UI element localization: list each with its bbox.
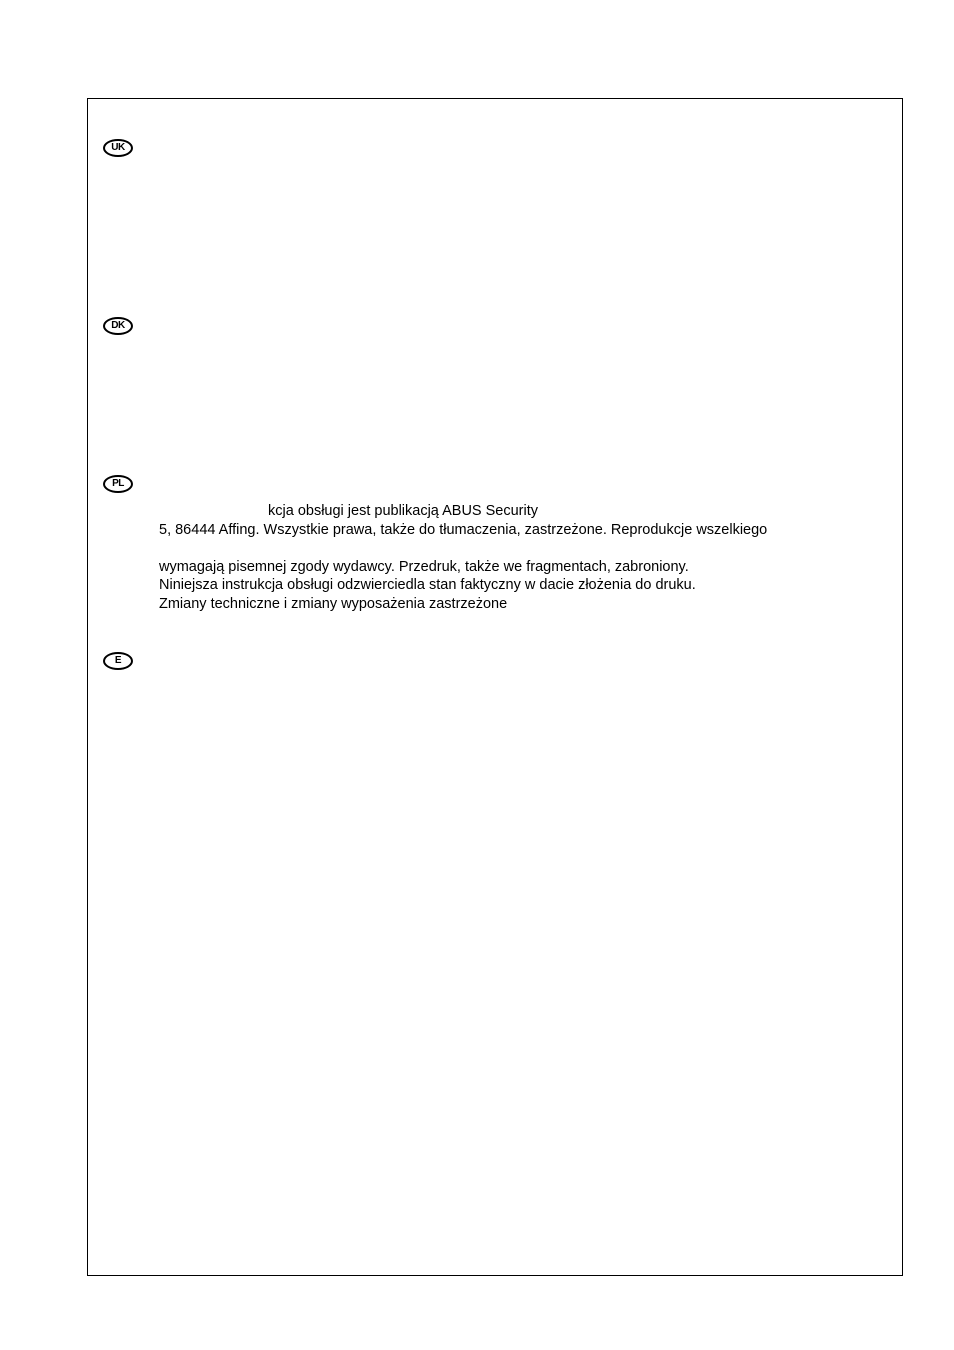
language-badge-pl — [103, 475, 133, 493]
language-badge-pl-label: PL — [112, 478, 124, 489]
language-badge-dk-label: DK — [111, 320, 125, 331]
pl-text-line-1: kcja obsługi jest publikacją ABUS Security — [268, 503, 538, 519]
pl-text-line-2: 5, 86444 Affing. Wszystkie prawa, także do tłumaczenia, zastrzeżone. Reprodukcje wszelkiego — [159, 522, 768, 538]
pl-text-line-5: Zmiany techniczne i zmiany wyposażenia zastrzeżone — [159, 596, 508, 612]
page-frame — [87, 98, 903, 1276]
language-badge-uk-label: UK — [111, 142, 125, 153]
language-badge-uk — [103, 139, 133, 157]
pl-text-line-4: Niniejsza instrukcja obsługi odzwierciedla stan faktyczny w dacie złożenia do druku. — [159, 577, 696, 593]
language-badge-dk — [103, 317, 133, 335]
pl-text-line-3: wymagają pisemnej zgody wydawcy. Przedruk, także we fragmentach, zabroniony. — [159, 559, 689, 575]
language-badge-e-label: E — [114, 655, 122, 666]
language-badge-e — [103, 652, 133, 670]
